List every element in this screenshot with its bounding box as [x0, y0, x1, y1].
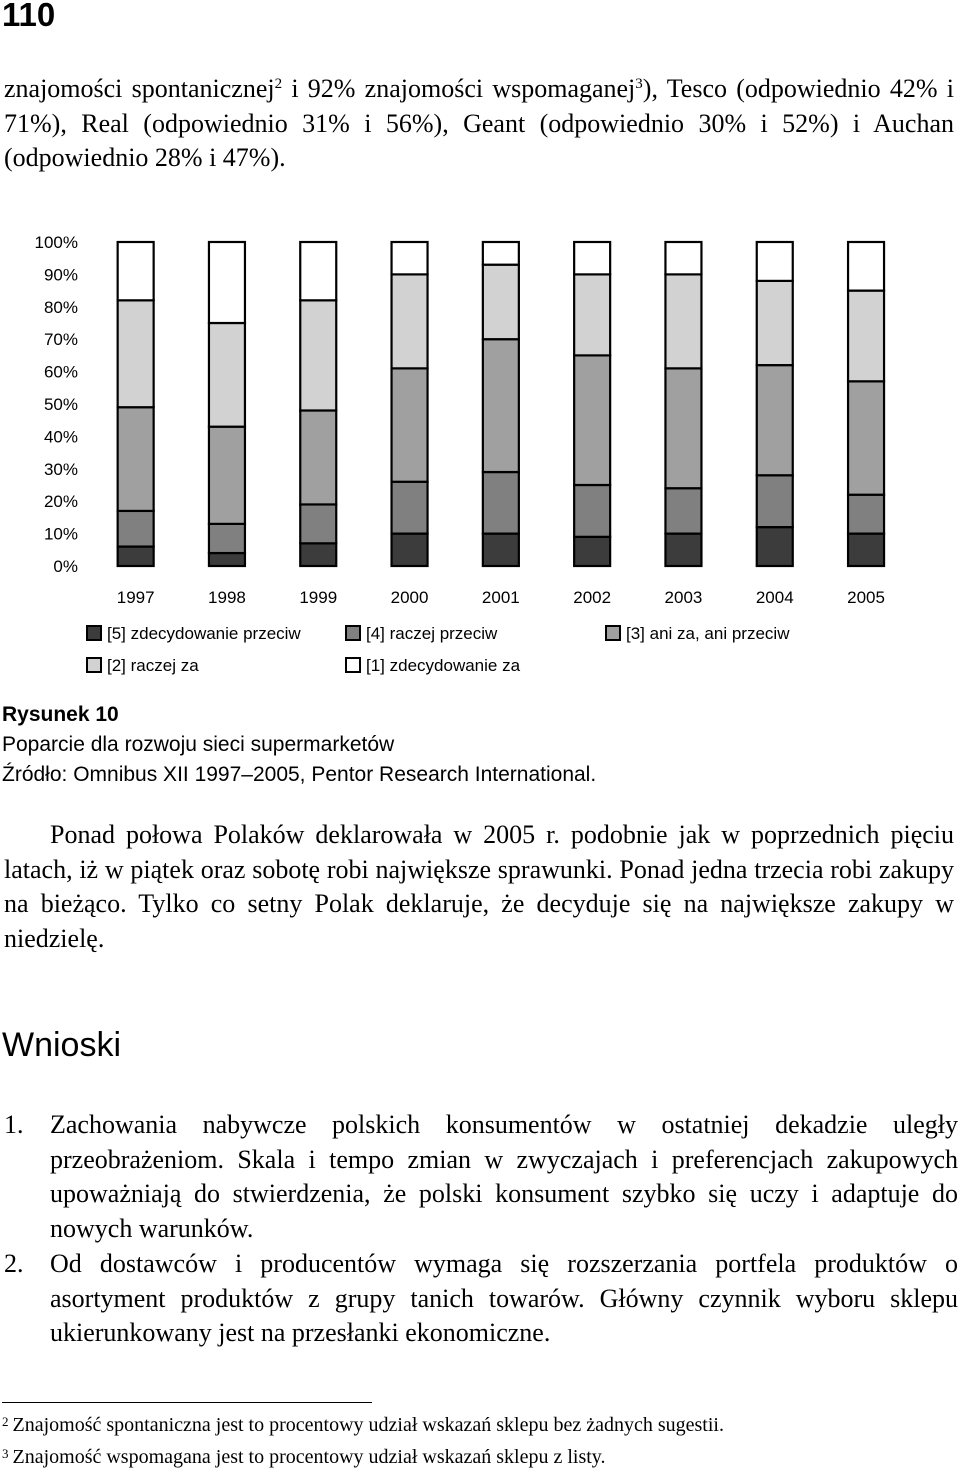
y-tick-label: 10%: [43, 524, 78, 544]
footnote-text: Znajomość spontaniczna jest to procentowy udział wskazań sklepu bez żadnych sugestii.: [12, 1414, 724, 1436]
x-tick-label: 2002: [573, 588, 612, 607]
bar-segment: [300, 504, 336, 543]
x-tick-label: 2001: [481, 588, 520, 607]
legend-label: [3] ani za, ani przeciw: [626, 624, 790, 643]
chart-legend: [87, 624, 790, 675]
legend-label: [5] zdecydowanie przeciw: [107, 624, 301, 643]
bar-stack-2000: [392, 242, 428, 566]
bar-segment: [574, 537, 610, 566]
legend-swatch: [87, 626, 101, 640]
y-tick-label: 30%: [43, 459, 78, 479]
bar-segment: [209, 427, 245, 524]
x-tick-label: 1997: [116, 588, 155, 607]
figure-source: Źródło: Omnibus XII 1997–2005, Pentor Research International.: [2, 763, 597, 786]
bar-stacks: [118, 242, 884, 566]
bar-segment: [757, 527, 793, 566]
bar-stack-2001: [483, 242, 519, 566]
legend-item: [346, 624, 498, 643]
legend-item: [346, 656, 521, 675]
y-tick-label: 80%: [43, 297, 78, 317]
bar-segment: [118, 300, 154, 407]
footnote-mark: 3: [2, 1446, 9, 1461]
bar-segment: [757, 475, 793, 527]
bar-segment: [483, 472, 519, 534]
y-tick-label: 20%: [43, 492, 78, 512]
x-axis: [117, 588, 885, 607]
bar-segment: [300, 300, 336, 410]
bar-segment: [757, 365, 793, 475]
bar-segment: [757, 281, 793, 365]
bar-stack-1997: [118, 242, 154, 566]
figure-label: Rysunek 10: [2, 703, 119, 726]
bar-stack-2003: [665, 242, 701, 566]
y-tick-label: 0%: [53, 557, 78, 576]
bar-segment: [665, 534, 701, 566]
y-tick-label: 60%: [43, 362, 78, 382]
bar-segment: [118, 242, 154, 300]
legend-label: [2] raczej za: [107, 656, 199, 675]
legend-swatch: [87, 658, 101, 672]
footnote: [2, 1445, 606, 1469]
bar-segment: [848, 242, 884, 291]
intro-text-part-2: i 92% znajomości wspomaganej: [282, 74, 636, 103]
bar-stack-2002: [574, 242, 610, 566]
y-tick-label: 70%: [43, 330, 78, 350]
footnote: [2, 1413, 724, 1437]
bar-segment: [483, 265, 519, 340]
x-tick-label: 2003: [664, 588, 703, 607]
bar-segment: [483, 242, 519, 265]
x-tick-label: 1998: [208, 588, 246, 607]
bar-segment: [574, 485, 610, 537]
conclusion-number: 1.: [4, 1110, 24, 1139]
x-tick-label: 2004: [755, 588, 794, 607]
footnote-ref-2[interactable]: 2: [274, 76, 283, 92]
page-number: 110: [2, 0, 56, 33]
bar-segment: [209, 524, 245, 553]
bar-segment: [483, 339, 519, 472]
bar-segment: [118, 547, 154, 566]
legend-swatch: [346, 658, 360, 672]
legend-swatch: [346, 626, 360, 640]
bar-stack-2005: [848, 242, 884, 566]
bar-segment: [848, 381, 884, 494]
footnote-mark: 2: [2, 1414, 9, 1429]
bar-segment: [665, 274, 701, 368]
footnote-text: Znajomość wspomagana jest to procentowy udział wskazań sklepu z listy.: [12, 1446, 606, 1468]
y-tick-label: 50%: [43, 395, 78, 414]
bar-segment: [574, 355, 610, 485]
bar-segment: [118, 511, 154, 547]
bar-segment: [300, 410, 336, 504]
y-tick-label: 100%: [34, 233, 78, 252]
x-tick-label: 1999: [299, 588, 338, 607]
bar-segment: [757, 242, 793, 281]
bar-segment: [392, 274, 428, 368]
conclusion-text: Zachowania nabywcze polskich konsumentów w ostatniej dekadzie uległy przeobrażeniom. Skala i tempo zmian w zwyczajach i preferencjach zakupowych upoważniają do stwierdzenia, że polski konsument szybko się uczy i adaptuje do nowych warunków.: [50, 1110, 958, 1243]
y-axis: [35, 233, 78, 576]
intro-text-part-3: ), Tesco (odpowiednio 42% i 71%), Real (odpowiednio 31% i 56%), Geant (odpowiednio 30% i 52%) i Auchan (odpowiednio 28% i 47%).: [4, 74, 954, 172]
bar-segment: [300, 543, 336, 566]
bar-segment: [209, 553, 245, 566]
legend-item: [606, 624, 790, 643]
bar-stack-1998: [209, 242, 245, 566]
legend-item: [87, 656, 199, 675]
bar-segment: [483, 534, 519, 566]
footnote-separator: [2, 1402, 372, 1403]
legend-swatch: [606, 626, 620, 640]
bar-segment: [392, 482, 428, 534]
x-tick-label: 2000: [390, 588, 429, 607]
bar-segment: [848, 495, 884, 534]
bar-segment: [118, 407, 154, 511]
bar-stack-1999: [300, 242, 336, 566]
bar-segment: [300, 242, 336, 300]
bar-segment: [574, 274, 610, 355]
conclusion-number: 2.: [4, 1249, 24, 1278]
y-tick-label: 40%: [43, 427, 78, 447]
body-paragraph: Ponad połowa Polaków deklarowała w 2005 r. podobnie jak w poprzednich pięciu latach, iż w piątek oraz sobotę robi największe sprawunki. Ponad jedna trzecia robi zakupy na bieżąco. Tylko co setny Polak deklaruje, że decyduje się na największe zakupy w niedzielę.: [4, 820, 954, 953]
bar-segment: [848, 291, 884, 382]
x-tick-label: 2005: [847, 588, 885, 607]
bar-stack-2004: [757, 242, 793, 566]
bar-segment: [665, 242, 701, 274]
intro-text-part-1: znajomości spontanicznej: [4, 74, 275, 103]
y-tick-label: 90%: [43, 265, 78, 285]
intro-paragraph: [4, 72, 954, 176]
conclusion-text: Od dostawców i producentów wymaga się rozszerzania portfela produktów o asortyment produktów z grupy tanich towarów. Główny czynnik wyboru sklepu ukierunkowany jest na przesłanki ekonomiczne.: [50, 1249, 958, 1347]
legend-label: [4] raczej przeciw: [366, 624, 498, 643]
bar-segment: [392, 534, 428, 566]
legend-item: [87, 624, 301, 643]
bar-segment: [848, 534, 884, 566]
figure-caption: [2, 700, 596, 790]
bar-segment: [665, 488, 701, 533]
footnote-ref-3[interactable]: 3: [635, 76, 643, 92]
figure-title: Poparcie dla rozwoju sieci supermarketów: [2, 733, 395, 756]
section-heading: Wnioski: [2, 1026, 122, 1064]
bar-segment: [392, 368, 428, 481]
bar-segment: [665, 368, 701, 488]
bar-segment: [574, 242, 610, 274]
legend-label: [1] zdecydowanie za: [366, 656, 521, 675]
stacked-bar-chart: [0, 225, 960, 695]
bar-segment: [209, 323, 245, 427]
bar-segment: [209, 242, 245, 323]
bar-segment: [392, 242, 428, 274]
